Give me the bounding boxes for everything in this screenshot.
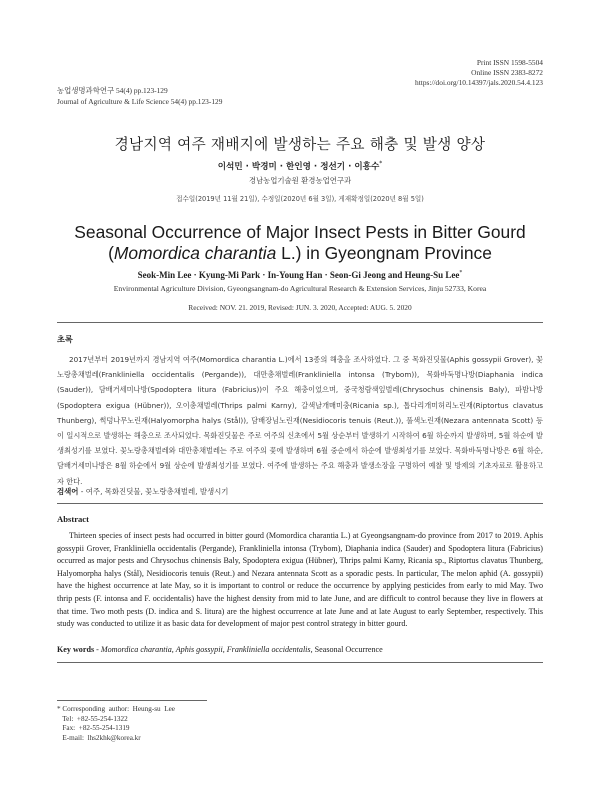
authors-english <box>0 270 600 280</box>
keywords-korean <box>57 486 228 497</box>
footnote-tel: Tel: +82-55-254-1322 <box>57 714 128 723</box>
doi-link[interactable]: https://doi.org/10.14397/jals.2020.54.4.123 <box>415 78 543 87</box>
abstract-body-english: Thirteen species of insect pests had occurred in bitter gourd (Momordica charantia L.) at Gyeongsangnam-do province from 2017 to 2019. Aphis gossypii Grover, Frankliniella occidentalis (Pergande), Frankliniella intonsa (Trybom), Diaphania indica (Sauder) and Spodoptera litura (Fabricius) occurred as major pests and Chrysochus chinensis Baly, Spodoptera exigua (Hübner), Thrips palmi Karny, Ricania sp., Riptortus clavatus Thunberg, Halyomorpha halys (Stål), Nesidiocoris tenuis (Reut.) and Nezara antennata Scott as a sporadic pests. In particular, The melon aphid (A. gossypii) have the highest occurrence at late May, so it is important to control or reduce the occurrence by applying pesticides from early to mid May. Two thrip pests (F. intonsa and F. occidentalis) have the highest density from mid to late June, and are difficult to control because they live in flowers at that time. Two moth pests (D. indica and S. litura) are the highest occurrence at late June and at late August to early September, respectively. This study was conducted to utilize it as basic data for development of major pest control strategy in bitter gourd. <box>57 531 543 629</box>
footnote-corresponding: * Corresponding author: Heung-su Lee <box>57 705 175 713</box>
issn-block <box>415 58 543 88</box>
keywords-english: Key words - Momordica charantia, Aphis gossypii, Frankliniella occidentalis, Seasonal Occurrence <box>57 645 383 654</box>
affiliation-english: Environmental Agriculture Division, Gyeongsangnam-do Agricultural Research & Extension Services, Jinju 52733, Korea <box>113 284 487 293</box>
corresponding-mark-en: * <box>459 270 463 276</box>
divider <box>57 503 543 504</box>
keywords-list-korean: - 여주, 목화진딧물, 꽃노랑총채벌레, 발생시기 <box>80 487 229 496</box>
authors-korean-names: 이석민 · 박경미 · 한인영 · 정선기 · 이흥수 <box>217 162 380 172</box>
corresponding-mark: * <box>379 160 383 168</box>
online-issn: Online ISSN 2383-8272 <box>471 68 543 77</box>
dates-korean: 접수일(2019년 11월 21일), 수정일(2020년 6월 3일), 게재확정일(2020년 8월 5일) <box>176 195 424 203</box>
journal-ko: 농업생명과학연구 54(4) pp.123-129 <box>57 86 168 95</box>
keywords-label-english: Key words <box>57 645 95 654</box>
divider <box>57 322 543 323</box>
divider <box>57 662 543 663</box>
title-species: Momordica charantia <box>113 243 277 263</box>
affiliation-korean: 경남농업기술원 환경농업연구과 <box>248 176 352 185</box>
print-issn: Print ISSN 1598-5504 <box>476 58 543 67</box>
dates-english: Received: NOV. 21. 2019, Revised: JUN. 3. 2020, Accepted: AUG. 5. 2020 <box>188 303 412 312</box>
journal-en: Journal of Agriculture & Life Science 54(4) pp.123-129 <box>57 97 223 106</box>
abstract-body-korean: 2017년부터 2019년까지 경남지역 여주(Momordica charantia L.)에서 13종의 해충을 조사하였다. 그 중 목화진딧물(Aphis gossypii Grover), 꽃노랑총채벌레(Frankliniella occidentalis (Pergande)), 대만총채벌레(Frankliniella intonsa (Trybom)), 목화바둑명나방(Diaphania indica (Sauder)), 담배거세미나방(Spodoptera litura (Fabricius))이 주요 해충이었으며, 중국청람색잎벌레(Chrysochus chinensis Baly), 파밤나방(Spodoptera exigua (Hübner)), 오이총채벌레(Thrips palmi Karny), 갈색날개매미충(Ricania sp.), 톱다리개미허리노린재(Riptortus clavatus Thunberg), 썩덩나무노린재(Halyomorpha halys (Stål)), 담배장님노린재(Nesidiocoris tenuis (Reut.)), 풀색노린재(Nezara antennata Scott) 등이 일시적으로 발생하는 해충으로 조사되었다. 목화진딧물은 주로 여주의 신초에서 5월 상순부터 발생하기 시작하여 6월 하순까지 발생하며, 5월 하순에 발생최성기를 보였다. 꽃노랑총채벌레와 대만총채벌레는 주로 여주의 꽃에 발생하며 6월 중순에서 하순에 발생최성기를 보였다. 목화바둑명나방은 6월 하순, 담배거세미나방은 8월 하순에서 9월 상순에 발생최성기를 보였다. 여주에 발생하는 주요 해충과 발생소장을 구명하여 예찰 및 방제의 기초자료로 활용하고자 한다. <box>57 355 543 486</box>
footnote-email[interactable]: E-mail: lhs2khk@korea.kr <box>57 733 141 742</box>
keywords-italic: Momordica charantia, Aphis gossypii, Frankliniella occidentalis, <box>100 645 313 654</box>
footnote <box>57 705 175 743</box>
title-english-line2: (Momordica charantia L.) in Gyeongnam Province <box>108 243 492 263</box>
title-english-line1: Seasonal Occurrence of Major Insect Pests in Bitter Gourd <box>74 222 526 242</box>
authors-korean <box>0 160 600 172</box>
title-korean: 경남지역 여주 재배지에 발생하는 주요 해충 및 발생 양상 <box>114 136 486 153</box>
abstract-heading-english: Abstract <box>57 514 89 524</box>
footnote-rule <box>57 700 207 701</box>
authors-english-names: Seok-Min Lee · Kyung-Mi Park · In-Young Han · Seon-Gi Jeong and Heung-Su Lee <box>137 270 460 280</box>
footnote-fax: Fax: +82-55-254-1319 <box>57 724 130 733</box>
keywords-label-korean: 검색어 <box>57 487 79 496</box>
abstract-heading-korean: 초록 <box>57 334 73 344</box>
